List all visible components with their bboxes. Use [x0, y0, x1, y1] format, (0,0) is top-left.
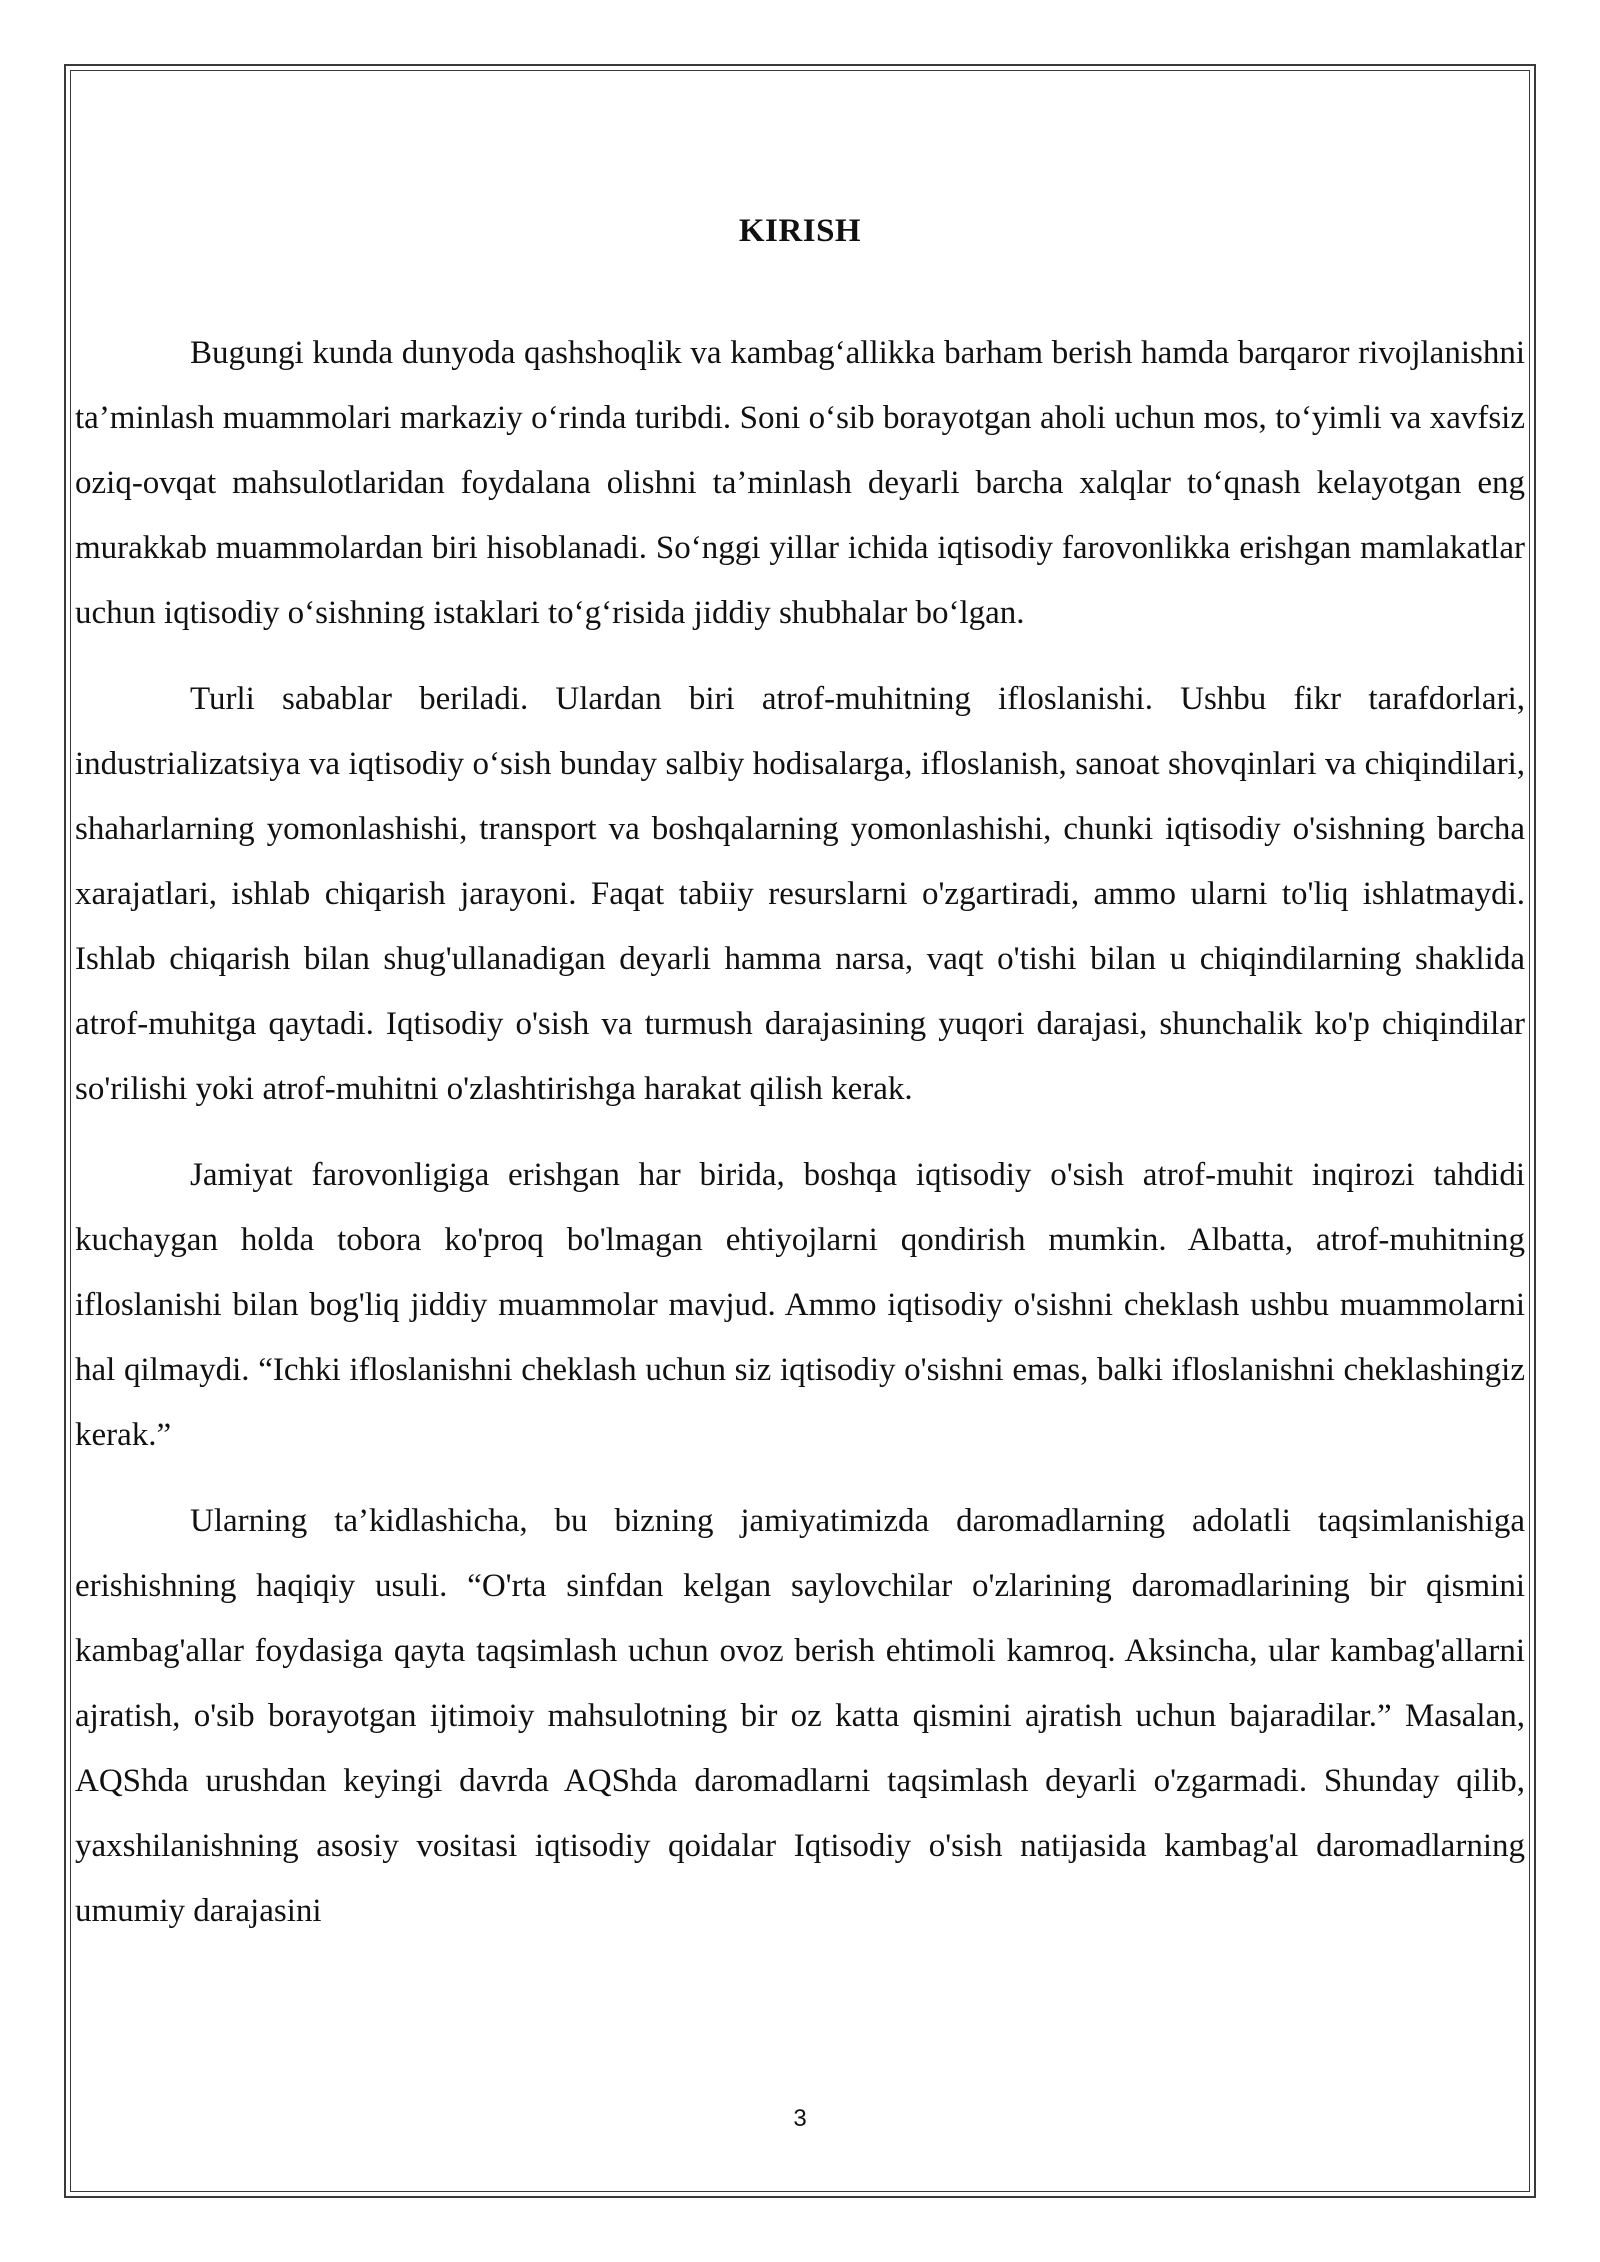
- section-title: KIRISH: [738, 213, 862, 249]
- page-number: 3: [793, 2105, 807, 2132]
- paragraph-2: Turli sabablar beriladi. Ulardan biri atrof-muhitning ifloslanishi. Ushbu fikr tarafdorlari, industrializatsiya va iqtisodiy o‘sish bunday salbiy hodisalarga, ifloslanish, sanoat shovqinlari va chiqindilari, shaharlarning yomonlashishi, transport va boshqalarning yomonlashishi, chunki iqtisodiy o'sishning barcha xarajatlari, ishlab chiqarish jarayoni. Faqat tabiiy resurslarni o'zgartiradi, ammo ularni to'liq ishlatmaydi. Ishlab chiqarish bilan shug'ullanadigan deyarli hamma narsa, vaqt o'tishi bilan u chiqindilarning shaklida atrof-muhitga qaytadi. Iqtisodiy o'sish va turmush darajasining yuqori darajasi, shunchalik ko'p chiqindilar so'rilishi yoki atrof-muhitni o'zlashtirishga harakat qilish kerak.: [75, 681, 1525, 1107]
- document-body: [75, 190, 1525, 1965]
- paragraph-3: Jamiyat farovonligiga erishgan har birida, boshqa iqtisodiy o'sish atrof-muhit inqirozi tahdidi kuchaygan holda tobora ko'proq bo'lmagan ehtiyojlarni qondirish mumkin. Albatta, atrof-muhitning ifloslanishi bilan bog'liq jiddiy muammolar mavjud. Ammo iqtisodiy o'sishni cheklash ushbu muammolarni hal qilmaydi. “Ichki ifloslanishni cheklash uchun siz iqtisodiy o'sishni emas, balki ifloslanishni cheklashingiz kerak.”: [75, 1157, 1525, 1453]
- paragraph-4: Ularning ta’kidlashicha, bu bizning jamiyatimizda daromadlarning adolatli taqsimlanishiga erishishning haqiqiy usuli. “O'rta sinfdan kelgan saylovchilar o'zlarining daromadlarining bir qismini kambag'allar foydasiga qayta taqsimlash uchun ovoz berish ehtimoli kamroq. Aksincha, ular kambag'allarni ajratish, o'sib borayotgan ijtimoiy mahsulotning bir oz katta qismini ajratish uchun bajaradilar.” Masalan, AQShda urushdan keyingi davrda AQShda daromadlarni taqsimlash deyarli o'zgarmadi. Shunday qilib, yaxshilanishning asosiy vositasi iqtisodiy qoidalar Iqtisodiy o'sish natijasida kambag'al daromadlarning umumiy darajasini: [75, 1503, 1525, 1929]
- paragraph-1: Bugungi kunda dunyoda qashshoqlik va kambag‘allikka barham berish hamda barqaror rivojlanishni ta’minlash muammolari markaziy o‘rinda turibdi. Soni o‘sib borayotgan aholi uchun mos, to‘yimli va xavfsiz oziq-ovqat mahsulotlaridan foydalana olishni ta’minlash deyarli barcha xalqlar to‘qnash kelayotgan eng murakkab muammolardan biri hisoblanadi. So‘nggi yillar ichida iqtisodiy farovonlikka erishgan mamlakatlar uchun iqtisodiy o‘sishning istaklari to‘g‘risida jiddiy shubhalar bo‘lgan.: [75, 335, 1525, 631]
